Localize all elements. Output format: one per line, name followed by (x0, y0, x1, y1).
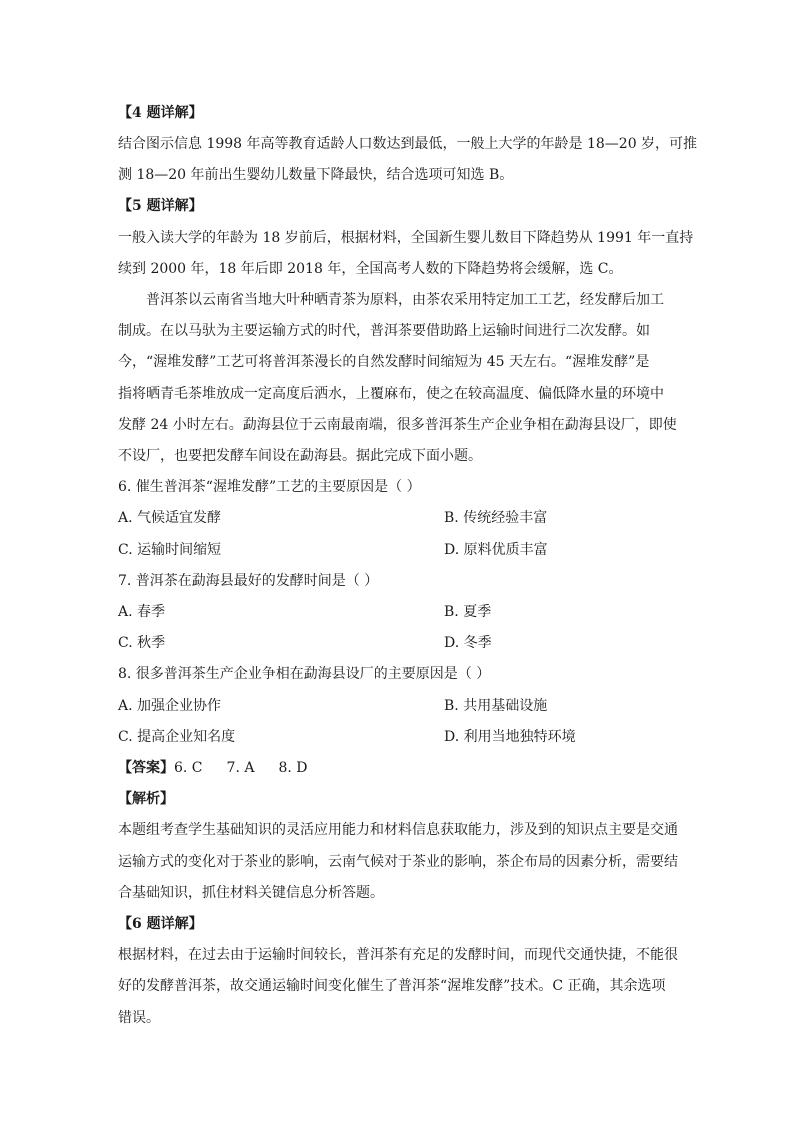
q8-option-d: D. 利用当地独特环境 (444, 729, 576, 745)
passage-line-1: 普洱茶以云南省当地大叶种晒青茶为原料，由茶农采用特定加工工艺，经发酵后加工 (146, 292, 664, 308)
q6-detail-line-2: 好的发酵普洱茶，故交通运输时间变化催生了普洱茶“渥堆发酵”技术。C 正确，其余选项 (118, 978, 666, 994)
q8-stem: 8. 很多普洱茶生产企业争相在勐海县设厂的主要原因是（ ） (118, 666, 491, 682)
answer-label: 【答案】 (118, 760, 174, 776)
q6-detail-line-1: 根据材料，在过去由于运输时间较长，普洱茶有充足的发酵时间，而现代交通快捷，不能很 (118, 947, 678, 963)
answer-7: 7. A (226, 760, 255, 776)
q7-stem: 7. 普洱茶在勐海县最好的发酵时间是（ ） (118, 573, 379, 589)
q8-option-b: B. 共用基础设施 (444, 698, 548, 714)
q6-detail-heading: 【6 题详解】 (118, 916, 203, 932)
q5-detail-heading: 【5 题详解】 (118, 198, 203, 214)
analysis-line-2: 运输方式的变化对于茶业的影响，云南气候对于茶业的影响，茶企布局的因素分析，需要结 (118, 854, 678, 870)
q6-stem: 6. 催生普洱茶“渥堆发酵”工艺的主要原因是（ ） (118, 479, 421, 495)
q7-option-c: C. 秋季 (118, 635, 166, 651)
q8-option-a: A. 加强企业协作 (118, 698, 222, 714)
answer-row (118, 759, 308, 777)
q6-detail-line-3: 错误。 (118, 1010, 160, 1026)
q5-detail-line-1: 一般入读大学的年龄为 18 岁前后，根据材料，全国新生婴儿数目下降趋势从 1991 年一直持 (118, 230, 694, 246)
answer-8: 8. D (278, 760, 308, 776)
analysis-line-1: 本题组考查学生基础知识的灵活应用能力和材料信息获取能力，涉及到的知识点主要是交通 (118, 822, 678, 838)
answer-6: 6. C (174, 760, 203, 776)
q7-option-b: B. 夏季 (444, 604, 492, 620)
passage-line-6: 不设厂，也要把发酵车间设在勐海县。据此完成下面小题。 (118, 448, 482, 464)
passage-line-2: 制成。在以马驮为主要运输方式的时代，普洱茶要借助路上运输时间进行二次发酵。如 (118, 323, 650, 339)
q5-detail-line-2: 续到 2000 年，18 年后即 2018 年，全国高考人数的下降趋势将会缓解，选 C。 (118, 261, 623, 277)
q4-detail-line-1: 结合图示信息 1998 年高等教育适龄人口数达到最低，一般上大学的年龄是 18—20 岁，可推 (118, 136, 698, 152)
q6-option-c: C. 运输时间缩短 (118, 542, 222, 558)
analysis-heading: 【解析】 (118, 791, 174, 807)
q6-option-b: B. 传统经验丰富 (444, 510, 548, 526)
q7-option-a: A. 春季 (118, 604, 166, 620)
q6-option-a: A. 气候适宜发酵 (118, 510, 222, 526)
q4-detail-line-2: 测 18—20 年前出生婴幼儿数量下降最快，结合选项可知选 B。 (118, 167, 514, 183)
q6-option-d: D. 原料优质丰富 (444, 542, 548, 558)
q8-option-c: C. 提高企业知名度 (118, 729, 236, 745)
analysis-line-3: 合基础知识，抓住材料关键信息分析答题。 (118, 885, 384, 901)
q4-detail-heading: 【4 题详解】 (118, 105, 203, 121)
passage-line-3: 今，“渥堆发酵”工艺可将普洱茶漫长的自然发酵时间缩短为 45 天左右。“渥堆发酵”是 (118, 354, 650, 370)
q7-option-d: D. 冬季 (444, 635, 492, 651)
passage-line-5: 发酵 24 小时左右。勐海县位于云南最南端，很多普洱茶生产企业争相在勐海县设厂，即使 (118, 417, 677, 433)
passage-line-4: 指将晒青毛茶堆放成一定高度后洒水，上覆麻布，使之在较高温度、偏低降水量的环境中 (118, 386, 664, 402)
